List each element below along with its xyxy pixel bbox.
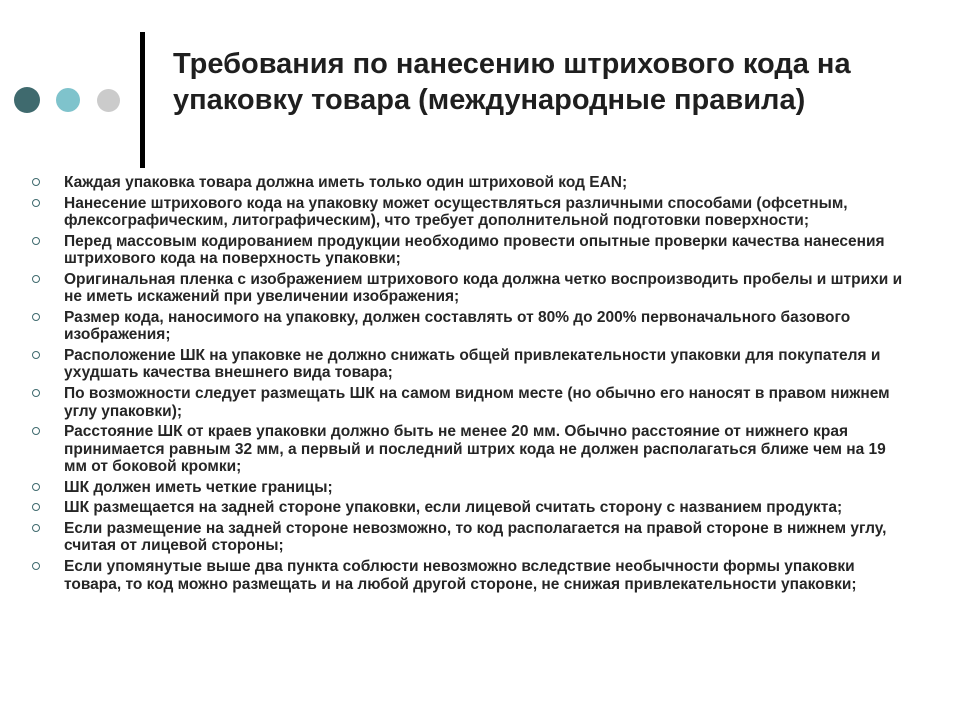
bullet-item: [32, 520, 912, 555]
bullet-marker-icon: [32, 562, 40, 570]
bullet-text: Нанесение штрихового кода на упаковку может осуществляться различными способами (офсетным, флексографическим, литографическим), что требует дополнительной подготовки поверхности;: [64, 194, 848, 230]
bullet-text: Расстояние ШК от краев упаковки должно быть не менее 20 мм. Обычно расстояние от нижнего края принимается равным 32 мм, а первый и последний штрих кода не должен располагаться ближе чем на 19 мм от боковой кромки;: [64, 423, 886, 476]
bullet-text: Размер кода, наносимого на упаковку, должен составлять от 80% до 200% первоначального базового изображения;: [64, 308, 851, 344]
bullet-marker-icon: [32, 275, 40, 283]
bullet-marker-icon: [32, 427, 40, 435]
bullet-text: ШК размещается на задней стороне упаковки, если лицевой считать сторону с названием продукта;: [64, 499, 843, 517]
bullet-text: Перед массовым кодированием продукции необходимо провести опытные проверки качества нанесения штрихового кода на поверхность упаковки;: [64, 232, 885, 268]
bullet-marker-icon: [32, 199, 40, 207]
bullet-item: [32, 558, 912, 593]
bullet-marker-icon: [32, 389, 40, 397]
bullet-item: [32, 499, 912, 517]
bullet-item: [32, 271, 912, 306]
title-divider-bar: [140, 32, 145, 168]
bullet-marker-icon: [32, 483, 40, 491]
bullet-marker-icon: [32, 524, 40, 532]
bullet-list: [32, 174, 912, 596]
bullet-item: [32, 347, 912, 382]
decorative-dot-gray: [97, 89, 120, 112]
bullet-item: [32, 385, 912, 420]
bullet-text: ШК должен иметь четкие границы;: [64, 478, 333, 496]
bullet-marker-icon: [32, 313, 40, 321]
bullet-marker-icon: [32, 178, 40, 186]
bullet-item: [32, 195, 912, 230]
bullet-text: Каждая упаковка товара должна иметь только один штриховой код EAN;: [64, 174, 628, 191]
decorative-dot-dark: [14, 87, 40, 113]
bullet-item: [32, 479, 912, 497]
bullet-item: [32, 174, 912, 192]
bullet-marker-icon: [32, 351, 40, 359]
bullet-text: Если упомянутые выше два пункта соблюсти невозможно вследствие необычности формы упаковки товара, то код можно размещать и на любой другой стороне, не снижая привлекательности упаковки;: [64, 558, 857, 593]
bullet-item: [32, 423, 912, 476]
bullet-item: [32, 233, 912, 268]
bullet-text: Если размещение на задней стороне невозможно, то код располагается на правой стороне в нижнем углу, считая от лицевой стороны;: [64, 519, 887, 555]
bullet-text: По возможности следует размещать ШК на самом видном месте (но обычно его наносят в правом нижнем углу упаковки);: [64, 385, 890, 420]
bullet-item: [32, 309, 912, 344]
bullet-text: Оригинальная пленка с изображением штрихового кода должна четко воспроизводить пробелы и штрихи и не иметь искажений при увеличении изображения;: [64, 270, 903, 306]
decorative-dot-teal: [56, 88, 80, 112]
bullet-marker-icon: [32, 503, 40, 511]
slide-title: Требования по нанесению штрихового кода на упаковку товара (международные правила): [173, 48, 851, 116]
bullet-marker-icon: [32, 237, 40, 245]
bullet-text: Расположение ШК на упаковке не должно снижать общей привлекательности упаковки для покупателя и ухудшать качества внешнего вида товара;: [64, 346, 881, 382]
